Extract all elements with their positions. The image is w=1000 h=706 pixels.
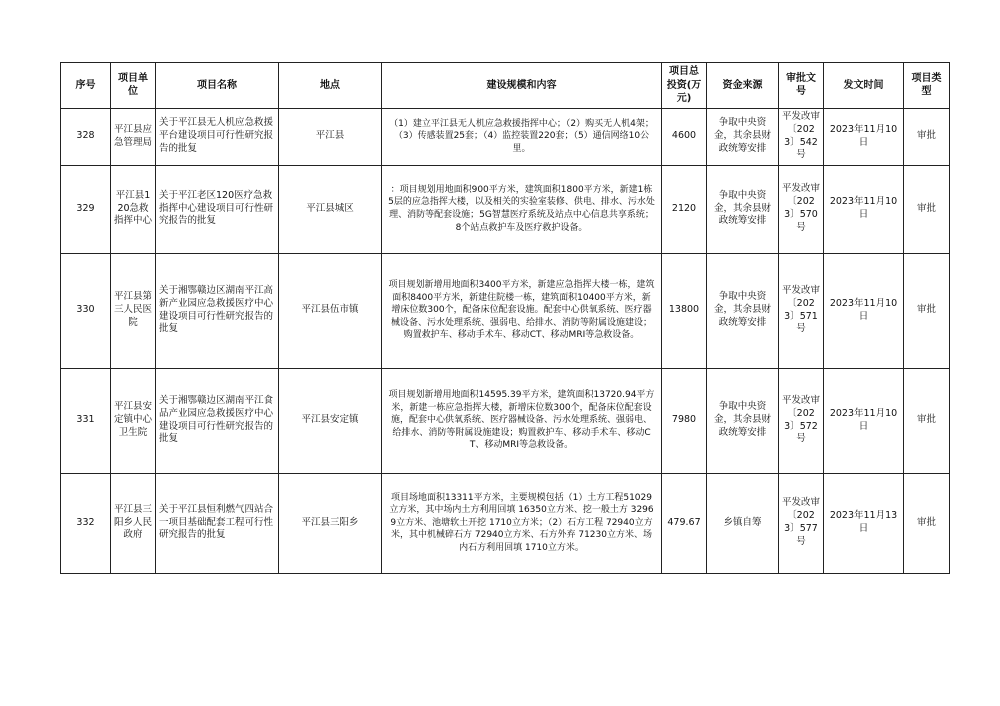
cell-type: 审批 bbox=[904, 368, 950, 473]
header-seq: 序号 bbox=[61, 63, 111, 109]
header-name: 项目名称 bbox=[156, 63, 279, 109]
cell-funding: 争取中央资金，其余县财政统筹安排 bbox=[707, 165, 779, 253]
cell-type: 审批 bbox=[904, 165, 950, 253]
cell-scope: 项目规划新增用地面积3400平方米，新建应急指挥大楼一栋，建筑面积8400平方米，新建住院楼一栋，建筑面积10400平方米，新增床位数300个，配备床位配套设施。配套中心供氧系统、医疗器械设备、污水处理系统、强弱电、给排水、消防等附属设施建设；购置救护车、移动手术车、移动CT、移动MRI等急救设备。 bbox=[382, 253, 662, 368]
cell-name: 关于湘鄂赣边区湖南平江食品产业园应急救援医疗中心建设项目可行性研究报告的批复 bbox=[156, 368, 279, 473]
cell-name: 关于平江县无人机应急救援平台建设项目可行性研究报告的批复 bbox=[156, 108, 279, 165]
cell-date: 2023年11月10日 bbox=[824, 108, 904, 165]
cell-unit: 平江县安定镇中心卫生院 bbox=[111, 368, 156, 473]
cell-scope: （1）建立平江县无人机应急救援指挥中心；（2）购买无人机4架；（3）传感装置25套；（4）监控装置220套；（5）通信网络10公里。 bbox=[382, 108, 662, 165]
cell-approval-no: 平发改审〔2023〕570号 bbox=[779, 165, 824, 253]
cell-scope: 项目规划新增用地面积14595.39平方米，建筑面积13720.94平方米，新建一栋应急指挥大楼，新增床位数300个，配备床位配套设施，配套中心供氧系统、医疗器械设备、污水处理系统、强弱电、给排水、消防等附属设施建设；购置救护车、移动手术车、移动CT、移动MRI等急救设备。 bbox=[382, 368, 662, 473]
cell-type: 审批 bbox=[904, 253, 950, 368]
project-approval-table bbox=[60, 62, 950, 574]
cell-date: 2023年11月13日 bbox=[824, 473, 904, 573]
cell-investment: 2120 bbox=[662, 165, 707, 253]
cell-seq: 329 bbox=[61, 165, 111, 253]
header-investment: 项目总投资(万元) bbox=[662, 63, 707, 109]
cell-unit: 平江县120急救指挥中心 bbox=[111, 165, 156, 253]
cell-name: 关于平江县恒利燃气四站合一项目基础配套工程可行性研究报告的批复 bbox=[156, 473, 279, 573]
cell-date: 2023年11月10日 bbox=[824, 165, 904, 253]
cell-investment: 479.67 bbox=[662, 473, 707, 573]
cell-funding: 争取中央资金，其余县财政统筹安排 bbox=[707, 368, 779, 473]
cell-name: 关于平江老区120医疗急救指挥中心建设项目可行性研究报告的批复 bbox=[156, 165, 279, 253]
cell-unit: 平江县应急管理局 bbox=[111, 108, 156, 165]
cell-location: 平江县三阳乡 bbox=[279, 473, 382, 573]
cell-seq: 330 bbox=[61, 253, 111, 368]
table-row bbox=[61, 473, 950, 573]
cell-location: 平江县伍市镇 bbox=[279, 253, 382, 368]
cell-approval-no: 平发改审〔2023〕577号 bbox=[779, 473, 824, 573]
cell-location: 平江县安定镇 bbox=[279, 368, 382, 473]
cell-approval-no: 平发改审〔2023〕542号 bbox=[779, 108, 824, 165]
table-row bbox=[61, 253, 950, 368]
header-location: 地点 bbox=[279, 63, 382, 109]
cell-seq: 331 bbox=[61, 368, 111, 473]
cell-type: 审批 bbox=[904, 108, 950, 165]
cell-investment: 13800 bbox=[662, 253, 707, 368]
cell-date: 2023年11月10日 bbox=[824, 368, 904, 473]
cell-investment: 4600 bbox=[662, 108, 707, 165]
header-scope: 建设规模和内容 bbox=[382, 63, 662, 109]
header-funding: 资金来源 bbox=[707, 63, 779, 109]
cell-funding: 乡镇自筹 bbox=[707, 473, 779, 573]
header-approval-no: 审批文号 bbox=[779, 63, 824, 109]
cell-funding: 争取中央资金，其余县财政统筹安排 bbox=[707, 253, 779, 368]
cell-seq: 332 bbox=[61, 473, 111, 573]
cell-location: 平江县 bbox=[279, 108, 382, 165]
cell-approval-no: 平发改审〔2023〕571号 bbox=[779, 253, 824, 368]
cell-investment: 7980 bbox=[662, 368, 707, 473]
header-row bbox=[61, 63, 950, 109]
cell-unit: 平江县三阳乡人民政府 bbox=[111, 473, 156, 573]
cell-type: 审批 bbox=[904, 473, 950, 573]
cell-location: 平江县城区 bbox=[279, 165, 382, 253]
table-row bbox=[61, 368, 950, 473]
cell-seq: 328 bbox=[61, 108, 111, 165]
cell-scope: ：项目规划用地面积900平方米，建筑面积1800平方米，新建1栋5层的应急指挥大楼，以及相关的实验室装修、供电、排水、污水处理、消防等配套设施；5G智慧医疗系统及站点中心信息共享系统；8个站点救护车及医疗救护设备。 bbox=[382, 165, 662, 253]
header-date: 发文时间 bbox=[824, 63, 904, 109]
cell-date: 2023年11月10日 bbox=[824, 253, 904, 368]
cell-scope: 项目场地面积13311平方米，主要规模包括（1）土方工程51029立方米，其中场内土方利用回填 16350立方米、挖一般土方 32969立方米、池塘软土开挖 1710立方米；（2）石方工程 72940立方米，其中机械碎石方 72940立方米、石方外弃 71230立方米、场内石方利用回填 1710立方米。 bbox=[382, 473, 662, 573]
table-row bbox=[61, 165, 950, 253]
cell-unit: 平江县第三人民医院 bbox=[111, 253, 156, 368]
cell-name: 关于湘鄂赣边区湖南平江高新产业园应急救援医疗中心建设项目可行性研究报告的批复 bbox=[156, 253, 279, 368]
header-unit: 项目单位 bbox=[111, 63, 156, 109]
cell-approval-no: 平发改审〔2023〕572号 bbox=[779, 368, 824, 473]
header-type: 项目类型 bbox=[904, 63, 950, 109]
cell-funding: 争取中央资金，其余县财政统筹安排 bbox=[707, 108, 779, 165]
table-row bbox=[61, 108, 950, 165]
